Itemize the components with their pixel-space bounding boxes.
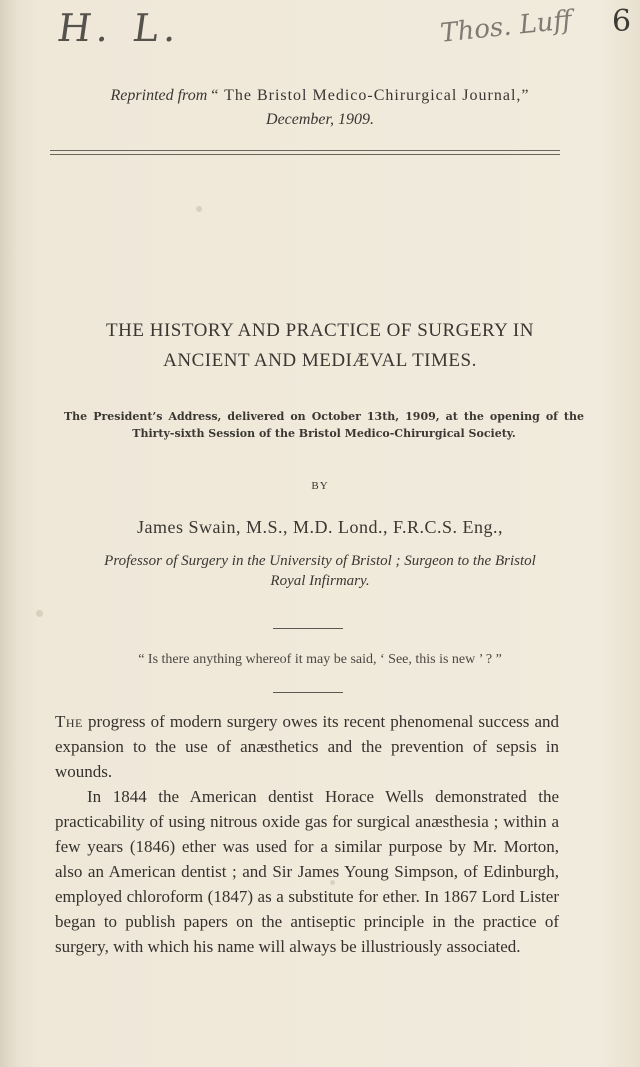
title-line-2: ANCIENT AND MEDIÆVAL TIMES. xyxy=(163,350,477,371)
short-rule xyxy=(273,628,343,629)
double-rule xyxy=(50,150,560,155)
foxing-spot xyxy=(196,206,202,212)
issue-date: December, 1909. xyxy=(266,111,374,128)
handwritten-signature: Thos. Luff xyxy=(438,5,574,49)
short-rule xyxy=(273,692,343,693)
affiliation-line-1: Professor of Surgery in the University of Bristol ; Surgeon to the Bristol xyxy=(104,553,536,569)
by-label: BY xyxy=(311,480,329,492)
reprint-prefix: Reprinted from xyxy=(110,87,208,104)
article-title xyxy=(0,316,640,376)
paragraph-2: In 1844 the American dentist Horace Wells demonstrated the practicability of using nitrous oxide gas for surgical anæsthesia ; within a few years (1846) ether was used for a similar purpose by Mr. Morton, also an American dentist ; and Sir James Young Simpson, of Edinburgh, employed chloroform (1847) as a substitute for ether. In 1867 Lord Lister began to publish papers on the antiseptic principle in the practice of surgery, with which his name will always be illustriously associated. xyxy=(55,787,559,956)
body-text xyxy=(55,709,559,959)
address-description: The President’s Address, delivered on October 13th, 1909, at the opening of the Thirty-sixth Session of the Bristol Medico-Chirurgical Society. xyxy=(64,410,584,440)
affiliation-line-2: Royal Infirmary. xyxy=(270,573,370,589)
journal-name: “ The Bristol Medico-Chirurgical Journal,” xyxy=(211,87,530,104)
paragraph-1 xyxy=(55,709,559,784)
title-line-1: THE HISTORY AND PRACTICE OF SURGERY IN xyxy=(106,320,534,341)
paragraph-lead: The xyxy=(55,712,83,731)
author-name: James Swain, M.S., M.D. Lond., F.R.C.S. Eng., xyxy=(136,517,504,537)
foxing-spot xyxy=(36,610,43,617)
epigraph-quote: “ Is there anything whereof it may be said, ‘ See, this is new ’ ? ” xyxy=(138,652,502,667)
handwritten-initials: H. L. xyxy=(54,6,186,50)
author-affiliation xyxy=(0,551,640,591)
reprint-line xyxy=(0,87,640,105)
handwritten-page-number: 6 xyxy=(612,4,632,39)
paragraph-1-text: progress of modern surgery owes its recent phenomenal success and expansion to the use of anæsthetics and the prevention of sepsis in wounds. xyxy=(55,712,559,781)
